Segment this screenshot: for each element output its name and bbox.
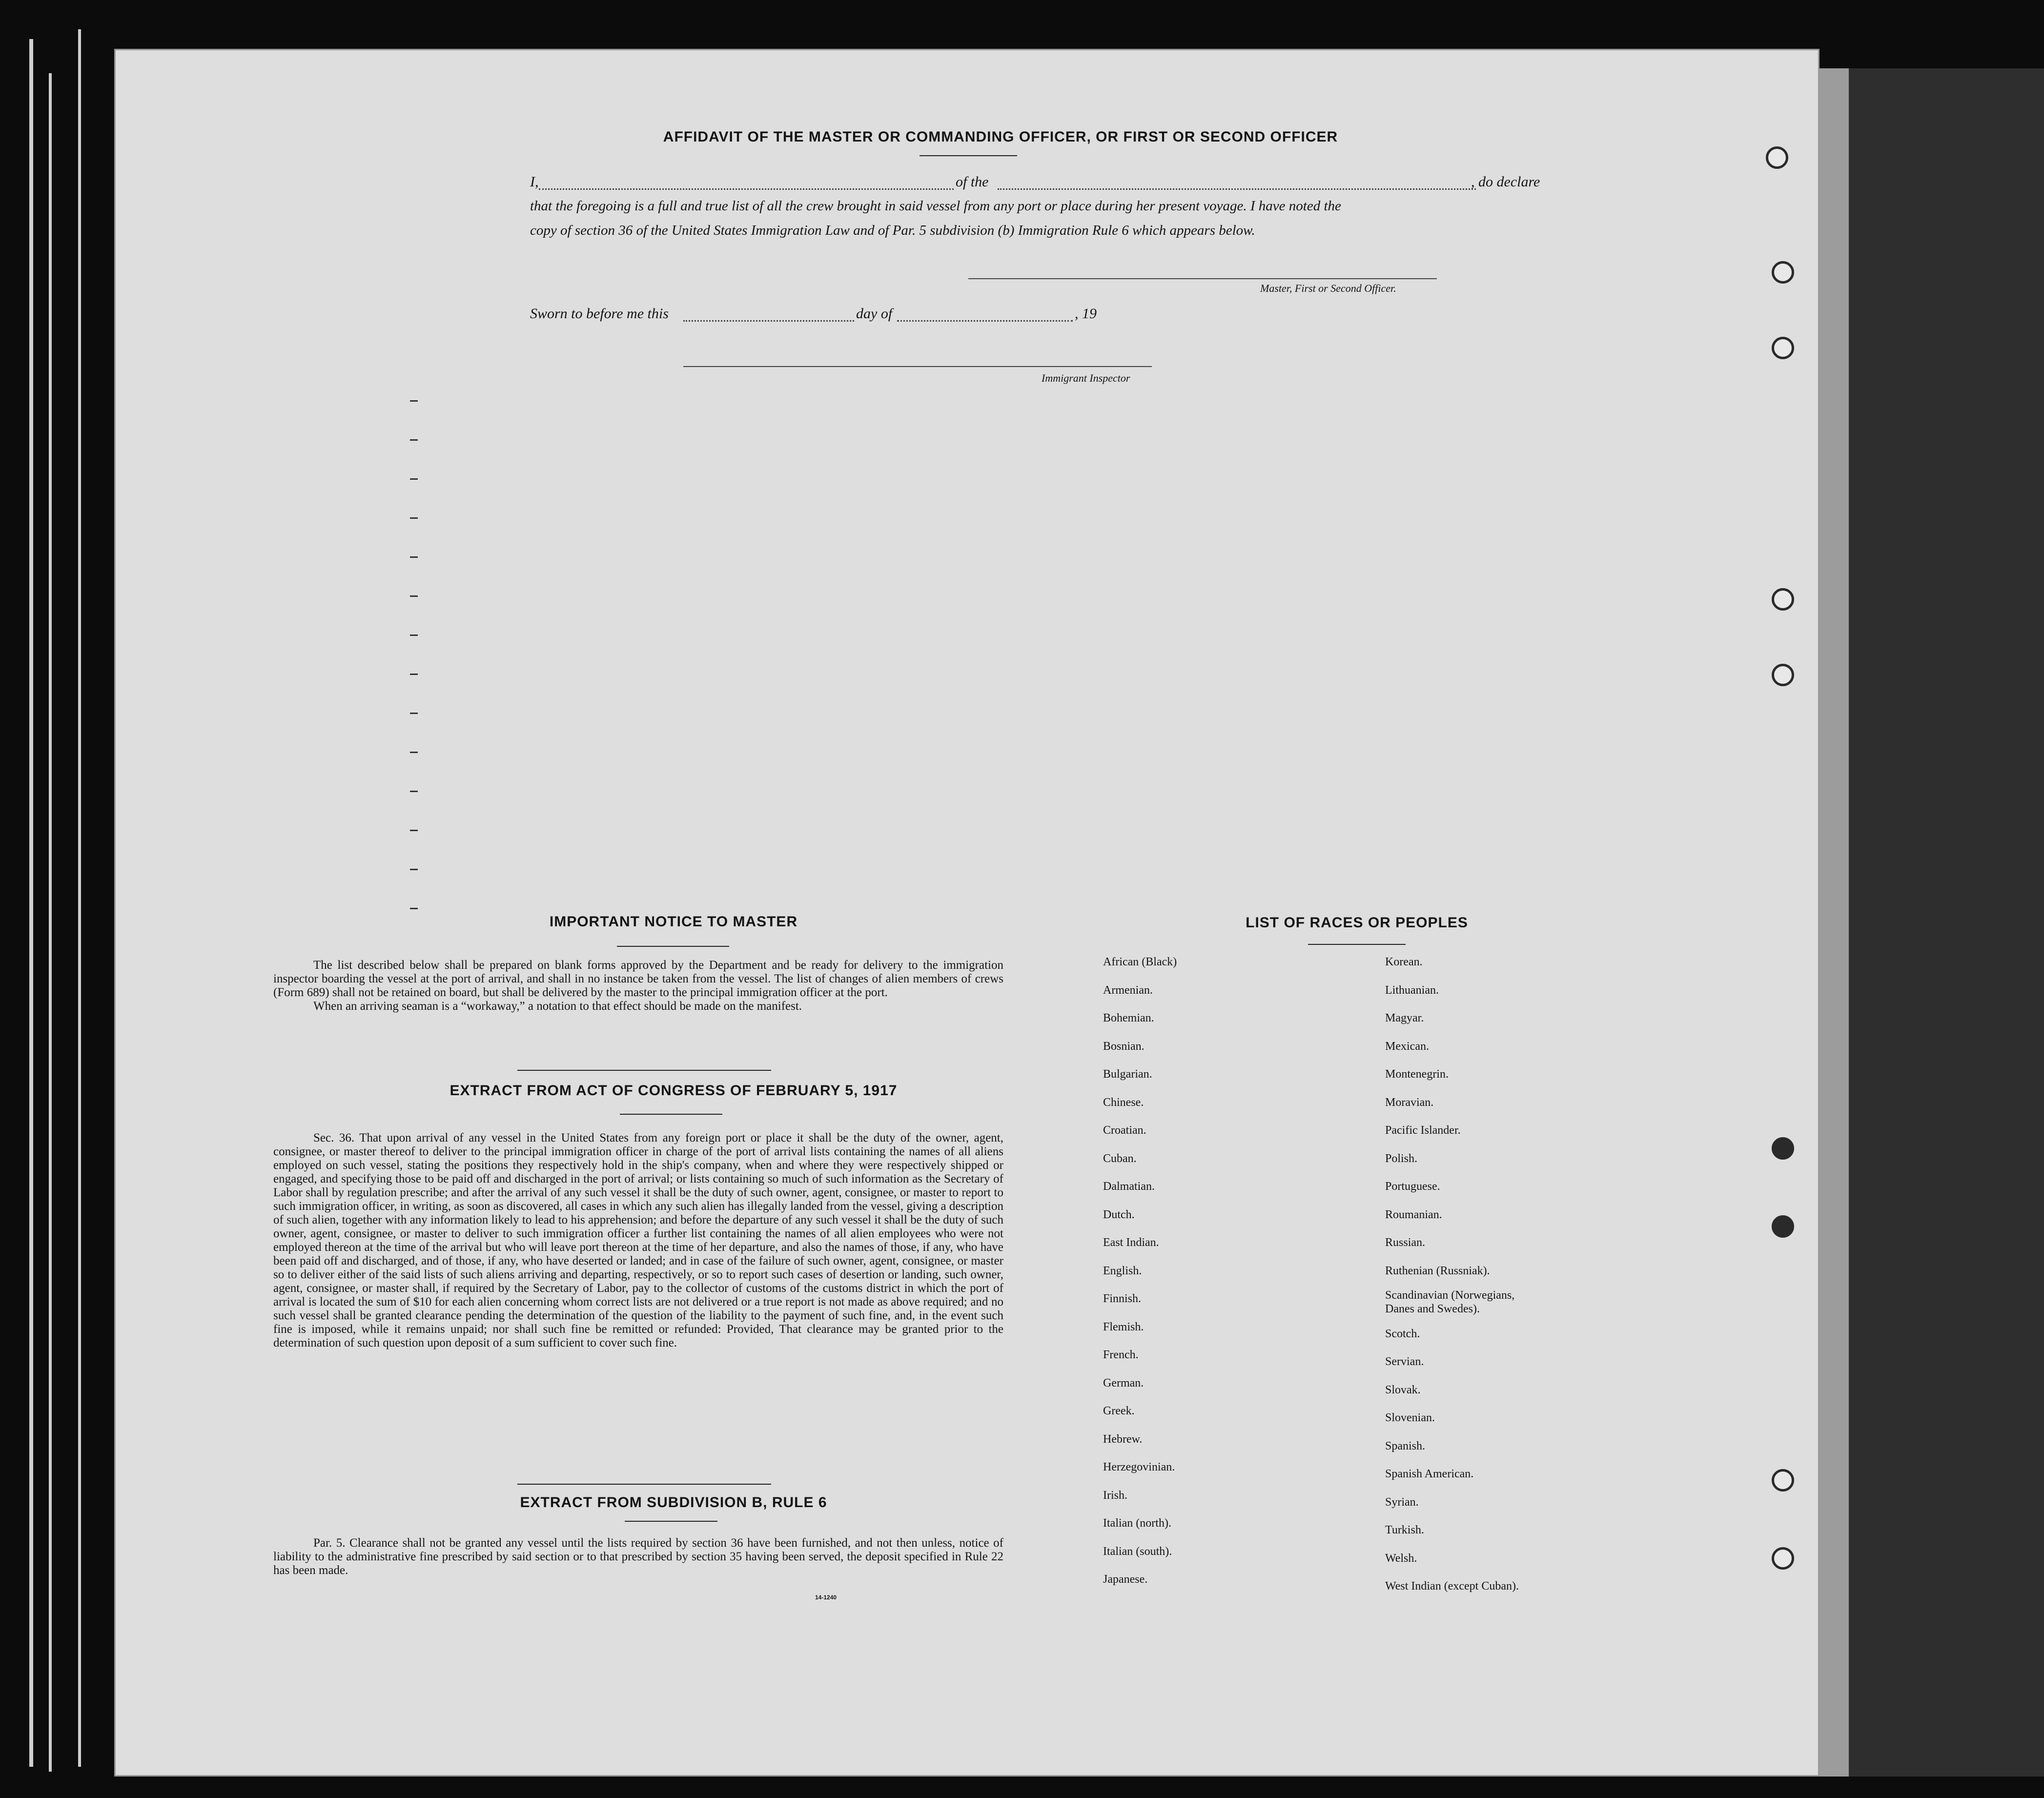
binder-hole [1766, 146, 1788, 169]
race-item: Spanish American. [1385, 1468, 1474, 1480]
act-title: EXTRACT FROM ACT OF CONGRESS OF FEBRUARY 5, 1917 [450, 1083, 898, 1099]
race-item: Welsh. [1385, 1552, 1417, 1565]
race-item: Polish. [1385, 1152, 1418, 1165]
margin-dash [410, 517, 418, 519]
act-underline [620, 1114, 722, 1115]
race-item: Irish. [1103, 1489, 1127, 1502]
race-item: Pacific Islander. [1385, 1124, 1461, 1137]
sworn-day-line [683, 320, 854, 322]
act-section-36: Sec. 36. That upon arrival of any vessel in the United States from any foreign port or place it shall be the duty of the owner, agent, consignee, or master thereof to deliver to the principal immigration officer in charge of the port of arrival lists containing the names of all aliens employed on such vessel, stating the positions they respectively hold in the ship's company, when and where they were respectively shipped or engaged, and specifying those to be paid off and discharged in the port of arrival; or lists containing so much of such information as the Secretary of Labor shall by regulation prescribe; and after the arrival of any such vessel it shall be the duty of such owner, agent, consignee, or master to report to such immigration officer, in writing, as soon as discovered, all cases in which any such alien has illegally landed from the vessel, giving a description of such alien, together with any information likely to lead to his apprehension; and before the departure of any such vessel it shall be the duty of such owner, agent, consignee, or master to deliver to such immigration officer a further list containing the names of all alien employees who were not employed thereon at the time of the arrival but who will leave port thereon at the time of her departure, and also the names of those, if any, who have been paid off and discharged, and of those, if any, who have deserted or landed; and in case of the failure of such owner, agent, consignee, or master so to deliver either of the said lists of such aliens arriving and departing, respectively, or so to report such cases of desertion or landing, such owner, agent, consignee, or master shall, if required by the Secretary of Labor, pay to the collector of customs of the customs district in which the port of arrival is located the sum of $10 for each alien concerning whom correct lists are not delivered or a true report is not made as above required; and no such vessel shall be granted clearance pending the determination of the question of the liability to the payment of such fine, and, in the event such fine is imposed, while it remains unpaid; nor shall such fine be remitted or refunded: Provided, That clearance may be granted prior to the determination of such question upon deposit of a sum sufficient to cover such fine. [273, 1131, 1003, 1349]
master-caption: Master, First or Second Officer. [1260, 282, 1396, 294]
race-item: Ruthenian (Russniak). [1385, 1264, 1490, 1277]
race-item: Hebrew. [1103, 1432, 1143, 1446]
races-underline [1308, 944, 1406, 945]
notice-paragraph-2: When an arriving seaman is a “workaway,” a notation to that effect should be made on the manifest. [313, 1000, 802, 1013]
race-item: Moravian. [1385, 1096, 1434, 1109]
race-item: Syrian. [1385, 1495, 1419, 1509]
inspector-signature-line [683, 366, 1152, 367]
rule-underline [625, 1521, 717, 1522]
race-item: Magyar. [1385, 1012, 1424, 1024]
margin-dash [410, 791, 418, 792]
act-text [273, 1131, 1003, 1350]
notice-paragraph-1: The list described below shall be prepared on blank forms approved by the Department and be ready for delivery to the immigration inspector boarding the vessel at the port of arrival, and shall in no instance be taken from the vessel. The list of changes of alien members of crews (Form 689) shall not be retained on board, but shall be delivered by the master to the principal immigration officer at the port. [273, 959, 1003, 999]
race-item: Slovenian. [1385, 1411, 1435, 1424]
title-underline [920, 155, 1017, 156]
sworn-month-line [897, 320, 1073, 322]
margin-dash [410, 439, 418, 441]
margin-dash [410, 556, 418, 558]
race-item: Roumanian. [1385, 1208, 1442, 1221]
rule-paragraph: Par. 5. Clearance shall not be granted any vessel until the lists required by section 36 have been furnished, and not then unless, notice of liability to the administrative fine prescribed by said section or to that prescribed by section 35 having been served, the deposit specified in Rule 22 has been made. [273, 1536, 1003, 1577]
i-label: I, [530, 174, 539, 190]
race-item: Turkish. [1385, 1524, 1424, 1536]
year-label: , 19 [1075, 306, 1097, 322]
day-of-label: day of [856, 306, 893, 322]
affidavit-title: AFFIDAVIT OF THE MASTER OR COMMANDING OFFICER, OR FIRST OR SECOND OFFICER [663, 129, 1338, 145]
race-item: Slovak. [1385, 1383, 1421, 1396]
race-item: Montenegrin. [1385, 1068, 1449, 1081]
binder-hole [1772, 1137, 1794, 1160]
margin-dash [410, 869, 418, 870]
binder-hole [1772, 337, 1794, 359]
page-stack-edge [29, 39, 33, 1767]
notice-underline [617, 946, 729, 947]
race-item: West Indian (except Cuban). [1385, 1580, 1519, 1593]
race-item: French. [1103, 1348, 1139, 1361]
race-item: Italian (south). [1103, 1545, 1172, 1558]
race-item: Flemish. [1103, 1320, 1144, 1333]
notice-text [273, 959, 1003, 1013]
name-line [539, 188, 954, 190]
race-item: Croatian. [1103, 1124, 1146, 1137]
race-item: Mexican. [1385, 1040, 1429, 1053]
affidavit-line-3: copy of section 36 of the United States Immigration Law and of Par. 5 subdivision (b) Immigration Rule 6 which appears below. [530, 223, 1255, 238]
margin-dash [410, 478, 418, 480]
race-item: Chinese. [1103, 1096, 1144, 1109]
next-page-shadow [1819, 68, 2044, 1777]
form-number: 14-1240 [815, 1594, 837, 1601]
binder-hole [1772, 588, 1794, 611]
affidavit-line-2: that the foregoing is a full and true list of all the crew brought in said vessel from any port or place during her present voyage. I have noted the [530, 198, 1341, 214]
margin-dash [410, 908, 418, 909]
margin-dash [410, 634, 418, 636]
race-item: Japanese. [1103, 1573, 1148, 1586]
race-item: Dalmatian. [1103, 1180, 1155, 1193]
binder-hole [1772, 664, 1794, 686]
race-item: African (Black) [1103, 956, 1177, 968]
race-item: Servian. [1385, 1355, 1424, 1368]
race-item: East Indian. [1103, 1236, 1159, 1249]
race-item: Bosnian. [1103, 1040, 1145, 1053]
race-item: Scotch. [1385, 1327, 1420, 1340]
page-stack-edge [78, 29, 81, 1767]
rule-text [273, 1536, 1003, 1577]
do-declare-label: , do declare [1471, 174, 1540, 190]
race-item: Dutch. [1103, 1208, 1135, 1221]
next-page-edge [1819, 68, 1849, 1777]
race-item: Lithuanian. [1385, 983, 1439, 997]
race-item: Spanish. [1385, 1439, 1426, 1452]
margin-dash [410, 713, 418, 714]
race-item: Portuguese. [1385, 1180, 1440, 1193]
notice-title: IMPORTANT NOTICE TO MASTER [549, 914, 798, 930]
margin-dash [410, 595, 418, 597]
margin-dash [410, 752, 418, 753]
rule-title: EXTRACT FROM SUBDIVISION B, RULE 6 [520, 1494, 827, 1511]
page-stack-edge [49, 73, 52, 1772]
race-item: Bohemian. [1103, 1012, 1154, 1024]
document-page [114, 49, 1819, 1777]
section-divider [517, 1484, 771, 1485]
of-the-label: of the [956, 174, 989, 190]
race-item: Armenian. [1103, 983, 1153, 997]
margin-dash [410, 400, 418, 402]
race-item: Cuban. [1103, 1152, 1137, 1165]
race-item: Herzegovinian. [1103, 1461, 1175, 1473]
race-item: Bulgarian. [1103, 1068, 1152, 1081]
race-item: Russian. [1385, 1236, 1426, 1249]
race-item: German. [1103, 1376, 1144, 1389]
section-divider [517, 1070, 771, 1071]
race-item: Finnish. [1103, 1292, 1142, 1305]
sworn-label: Sworn to before me this [530, 306, 669, 322]
binder-hole [1772, 261, 1794, 284]
race-item: Korean. [1385, 956, 1423, 968]
race-item: English. [1103, 1264, 1142, 1277]
races-title: LIST OF RACES OR PEOPLES [1246, 915, 1468, 931]
binder-hole [1772, 1215, 1794, 1238]
margin-dash [410, 674, 418, 675]
race-item: Greek. [1103, 1405, 1135, 1417]
inspector-caption: Immigrant Inspector [1042, 372, 1130, 384]
margin-dash [410, 830, 418, 831]
binder-hole [1772, 1469, 1794, 1492]
vessel-line [998, 188, 1476, 190]
binder-hole [1772, 1547, 1794, 1570]
race-item: Scandinavian (Norwegians, Danes and Swedes). [1385, 1289, 1515, 1315]
race-item: Italian (north). [1103, 1517, 1171, 1530]
master-signature-line [968, 278, 1437, 279]
